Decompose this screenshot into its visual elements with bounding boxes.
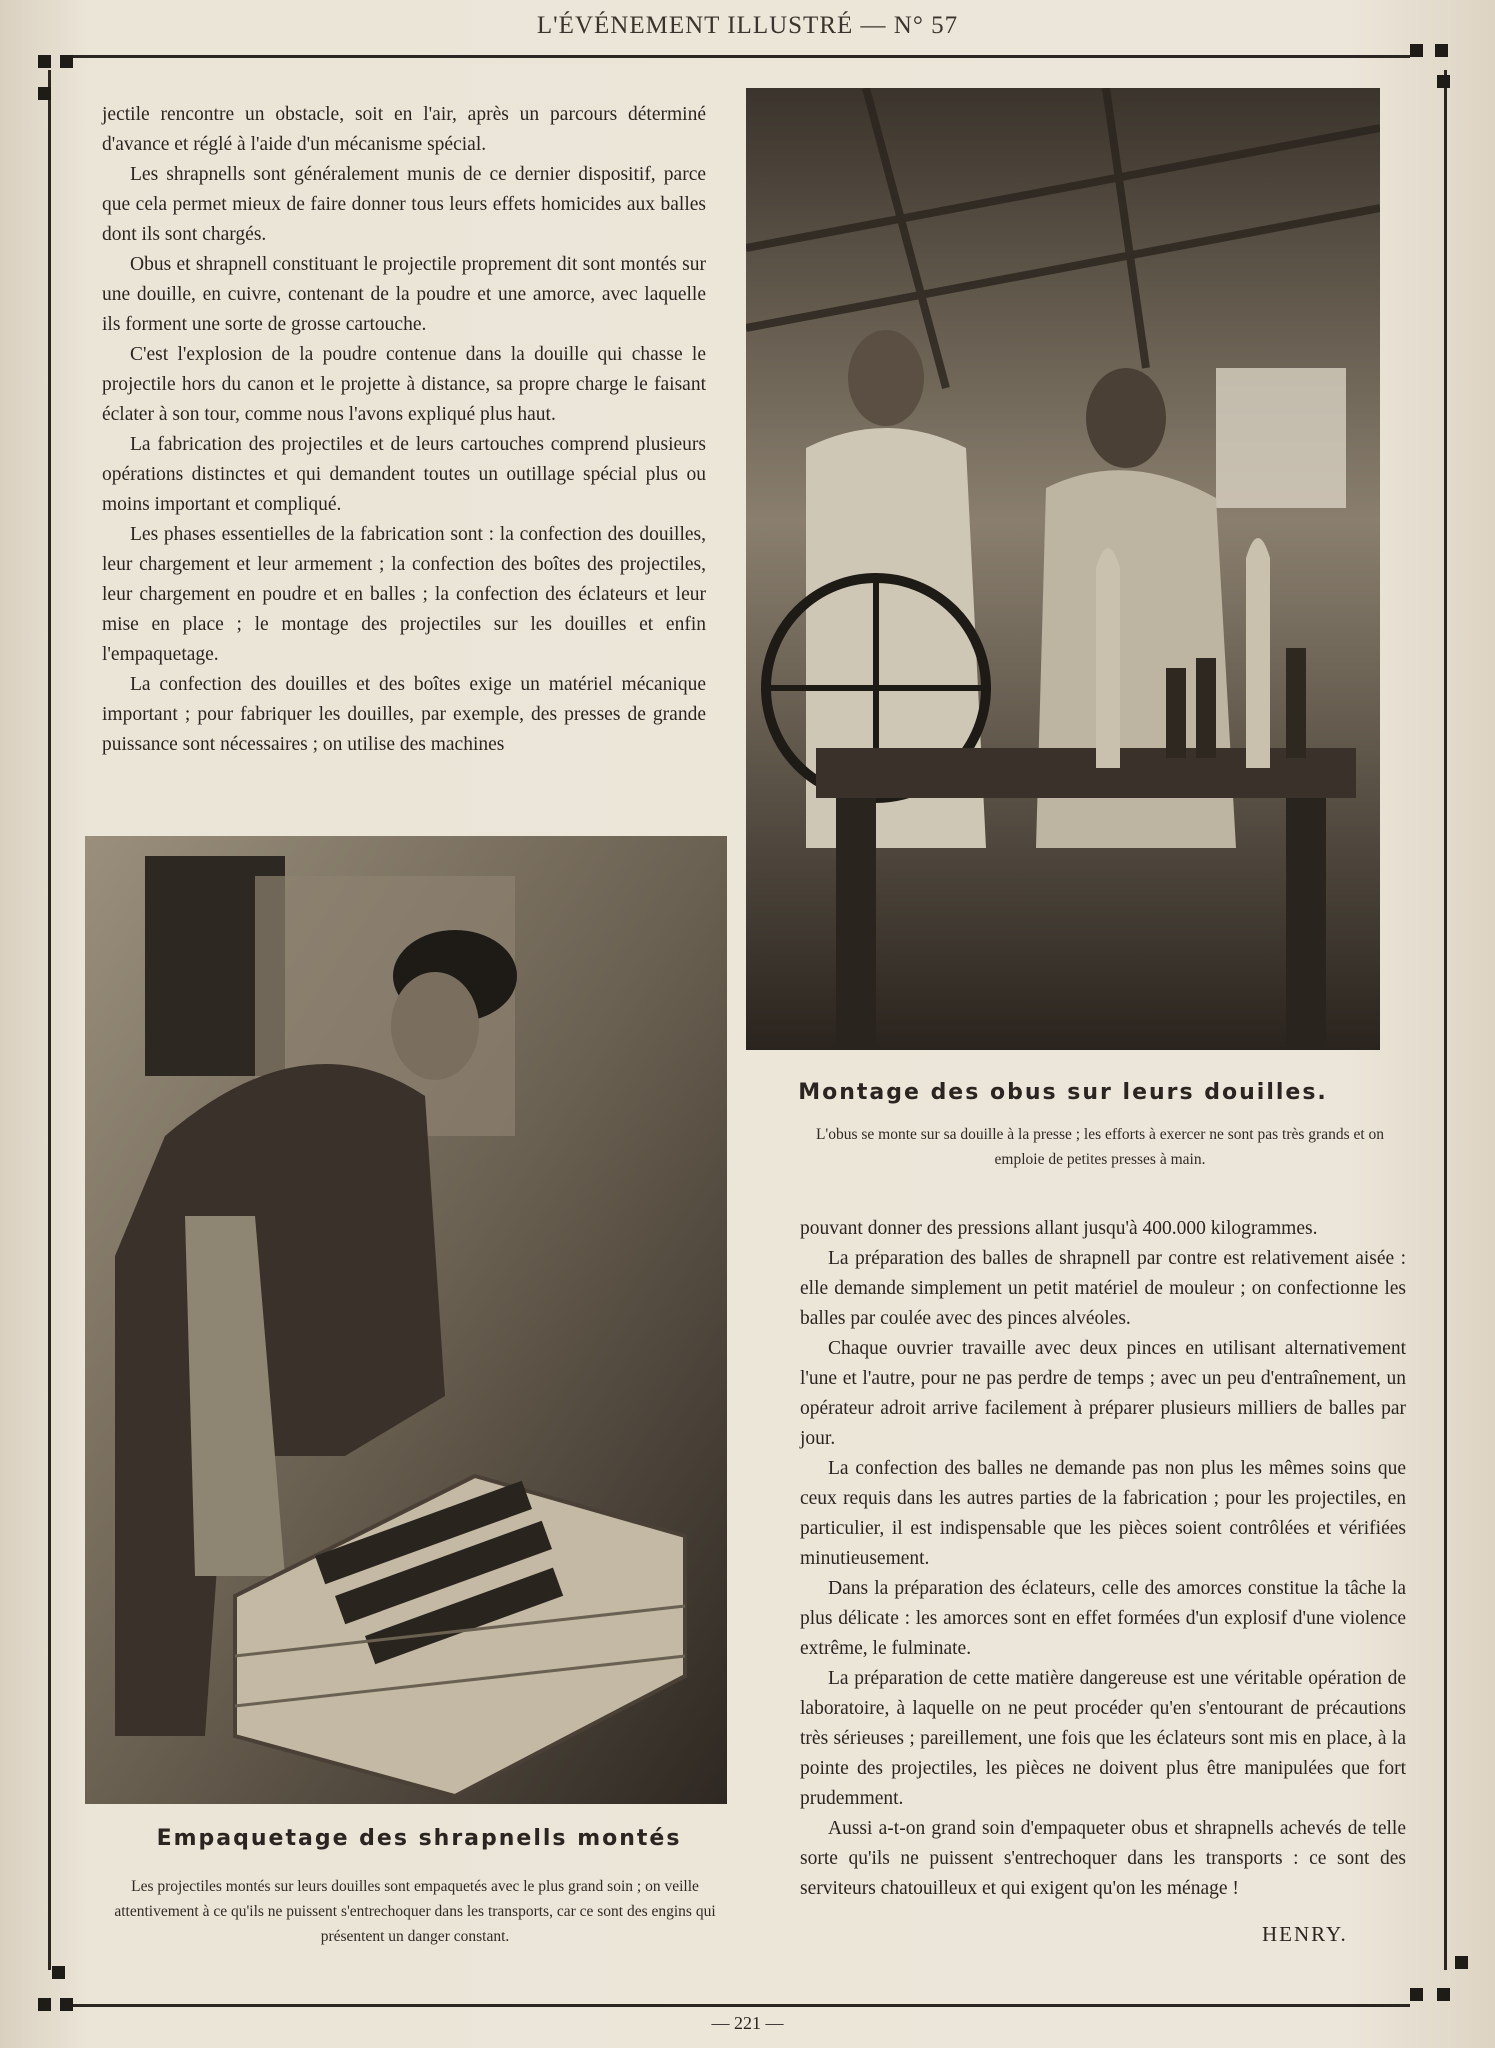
- paragraph: La confection des douilles et des boîtes exige un matériel mécanique important ; pour fabriquer les douilles, par exemple, des presses de grande puissance sont nécessaires ; on utilise des machines: [102, 674, 706, 755]
- figure-right-title: Montage des obus sur leurs douilles.: [798, 1080, 1328, 1105]
- paragraph: Aussi a-t-on grand soin d'empaqueter obus et shrapnells achevés de telle sorte qu'ils ne puissent s'entrechoquer dans les transports : ce sont des serviteurs chatouilleux et qui exigent qu'on les ménage !: [800, 1818, 1406, 1899]
- article-column-left: [102, 100, 706, 760]
- figure-left-caption: Les projectiles montés sur leurs douilles sont empaquetés avec le plus grand soin ; on veille attentivement à ce qu'ils ne puissent s'entrechoquer dans les transports, car ce sont des engins qui présentent un danger constant.: [114, 1878, 716, 1945]
- figure-right-caption: L'obus se monte sur sa douille à la presse ; les efforts à exercer ne sont pas très grands et on emploie de petites presses à main.: [815, 1126, 1385, 1168]
- paragraph: jectile rencontre un obstacle, soit en l'air, après un parcours déterminé d'avance et réglé à l'aide d'un mécanisme spécial.: [102, 104, 706, 155]
- paragraph: La préparation des balles de shrapnell par contre est relativement aisée : elle demande simplement un petit matériel de mouleur ; on confectionne les balles par coulée avec des pinces alvéoles.: [800, 1248, 1406, 1329]
- paragraph: Obus et shrapnell constituant le projectile proprement dit sont montés sur une douille, en cuivre, contenant de la poudre et une amorce, avec laquelle ils forment une sorte de grosse cartouche.: [102, 254, 706, 335]
- photo-empaquetage: [85, 836, 727, 1804]
- article-column-right: [800, 1214, 1406, 1904]
- paragraph: La fabrication des projectiles et de leurs cartouches comprend plusieurs opérations distinctes et qui demandent toutes un outillage spécial plus ou moins important et compliqué.: [102, 434, 706, 515]
- running-head: L'ÉVÉNEMENT ILLUSTRÉ — N° 57: [536, 12, 959, 39]
- paragraph: Chaque ouvrier travaille avec deux pinces en utilisant alternativement l'une et l'autre, pour ne pas perdre de temps ; avec un peu d'entraînement, un opérateur adroit arrive facilement à préparer plusieurs milliers de balles par jour.: [800, 1338, 1406, 1449]
- paragraph: La préparation de cette matière dangereuse est une véritable opération de laboratoire, à laquelle on ne peut procéder qu'en s'entourant de précautions très sérieuses ; pareillement, une fois que les éclateurs sont mis en place, à la pointe des projectiles, les pièces ne doivent plus être manipulées que fort prudemment.: [800, 1668, 1406, 1809]
- paragraph: La confection des balles ne demande pas non plus les mêmes soins que ceux requis dans les autres parties de la fabrication ; pour les projectiles, en particulier, il est indispensable que les pièces soient contrôlées et vérifiées minutieusement.: [800, 1458, 1406, 1569]
- paragraph: pouvant donner des pressions allant jusqu'à 400.000 kilogrammes.: [800, 1218, 1318, 1239]
- author-signature: HENRY.: [1262, 1922, 1348, 1946]
- figure-left-title: Empaquetage des shrapnells montés: [156, 1826, 682, 1851]
- page-number: — 221 —: [711, 2013, 784, 2033]
- photo-montage-des-obus: [746, 88, 1380, 1050]
- paragraph: C'est l'explosion de la poudre contenue dans la douille qui chasse le projectile hors du canon et le projette à distance, sa propre charge le faisant éclater à son tour, comme nous l'avons expliqué plus haut.: [102, 344, 706, 425]
- paragraph: Dans la préparation des éclateurs, celle des amorces constitue la tâche la plus délicate : les amorces sont en effet formées d'un explosif d'une violence extrême, le fulminate.: [800, 1578, 1406, 1659]
- paragraph: Les phases essentielles de la fabrication sont : la confection des douilles, leur chargement et leur armement ; la confection des boîtes des projectiles, leur chargement en poudre et en balles ; la confection des éclateurs et leur mise en place ; le montage des projectiles sur les douilles et enfin l'empaquetage.: [102, 524, 706, 665]
- paragraph: Les shrapnells sont généralement munis de ce dernier dispositif, parce que cela permet mieux de faire donner tous leurs effets homicides aux balles dont ils sont chargés.: [102, 164, 706, 245]
